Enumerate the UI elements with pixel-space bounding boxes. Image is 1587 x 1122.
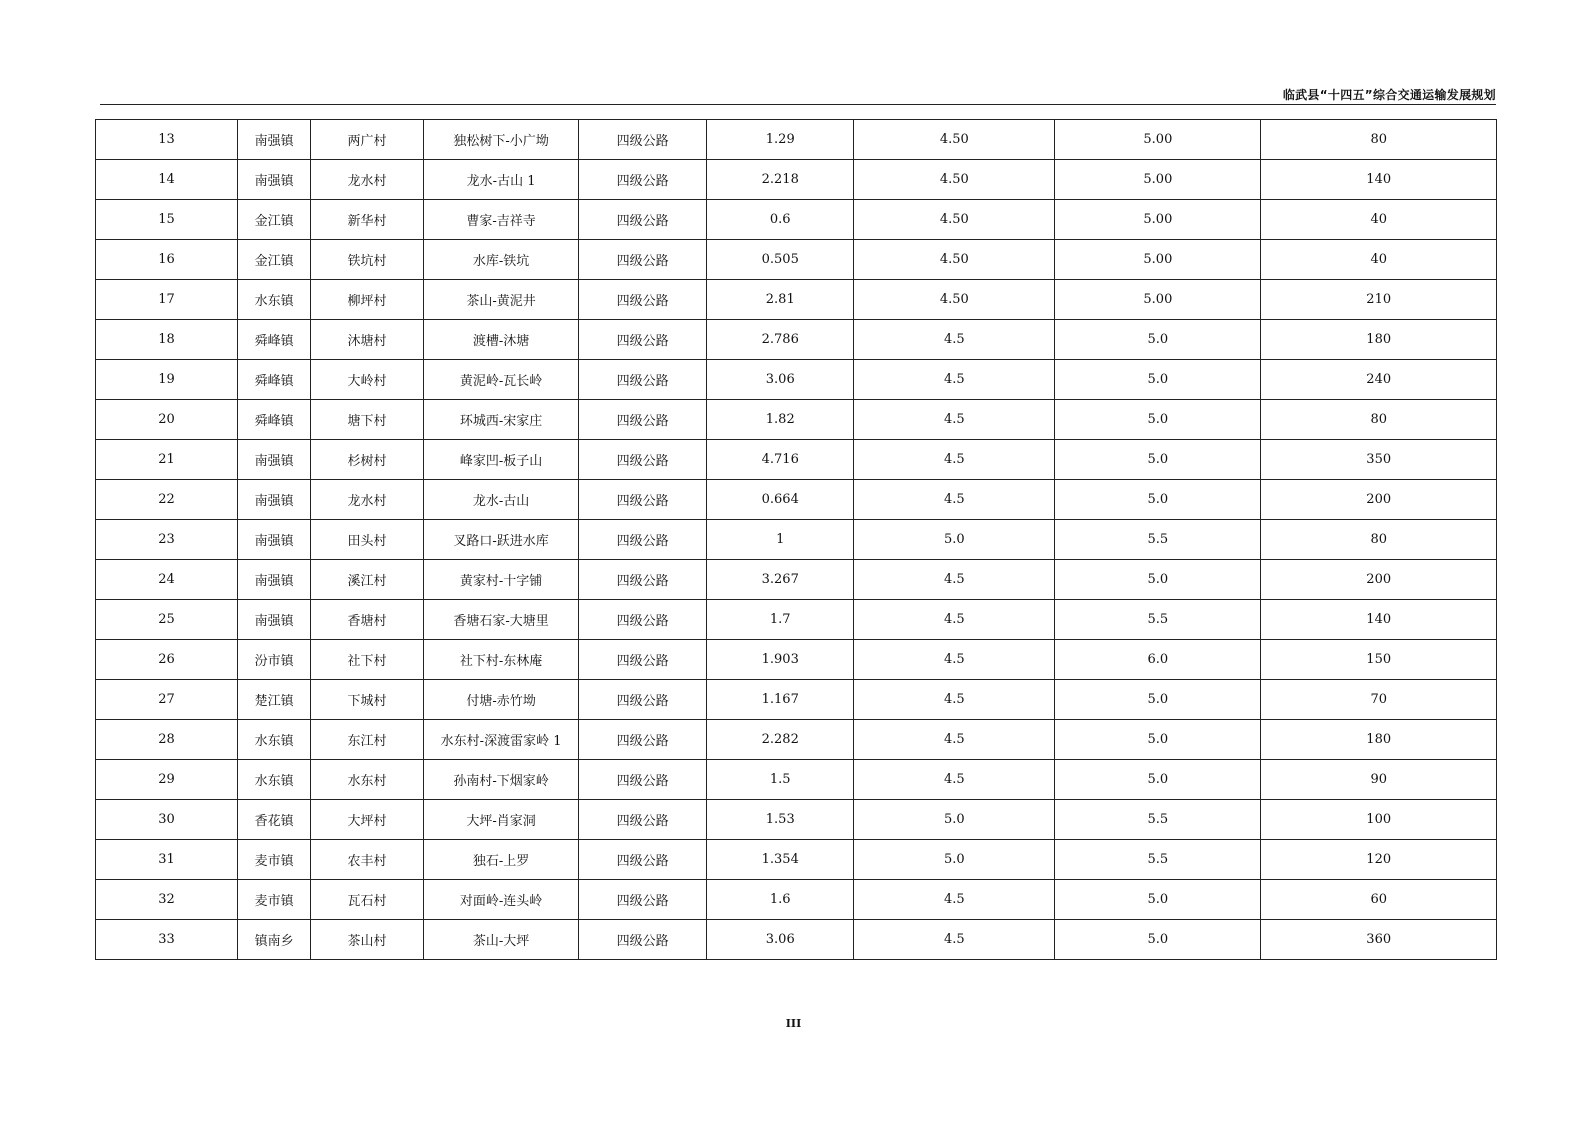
cell-index: 18 — [96, 320, 238, 360]
table-row — [96, 640, 1497, 680]
cell-width-b: 5.5 — [1055, 520, 1261, 560]
cell-road-grade: 四级公路 — [579, 600, 707, 640]
table-body — [96, 120, 1497, 960]
cell-index: 31 — [96, 840, 238, 880]
table-row — [96, 400, 1497, 440]
cell-value: 40 — [1261, 200, 1497, 240]
cell-town: 水东镇 — [238, 720, 311, 760]
cell-length: 1 — [707, 520, 854, 560]
cell-town: 楚江镇 — [238, 680, 311, 720]
cell-town: 汾市镇 — [238, 640, 311, 680]
cell-length: 2.786 — [707, 320, 854, 360]
cell-length: 2.81 — [707, 280, 854, 320]
cell-length: 1.354 — [707, 840, 854, 880]
cell-value: 240 — [1261, 360, 1497, 400]
cell-length: 3.06 — [707, 920, 854, 960]
table-row — [96, 600, 1497, 640]
cell-width-b: 5.0 — [1055, 560, 1261, 600]
table-row — [96, 680, 1497, 720]
cell-width-a: 4.5 — [854, 920, 1055, 960]
cell-length: 1.7 — [707, 600, 854, 640]
cell-town: 金江镇 — [238, 240, 311, 280]
cell-width-b: 5.0 — [1055, 680, 1261, 720]
cell-width-b: 5.00 — [1055, 240, 1261, 280]
cell-width-b: 5.0 — [1055, 720, 1261, 760]
table-row — [96, 200, 1497, 240]
cell-road-grade: 四级公路 — [579, 360, 707, 400]
cell-town: 舜峰镇 — [238, 320, 311, 360]
table-row — [96, 120, 1497, 160]
table-row — [96, 240, 1497, 280]
cell-index: 20 — [96, 400, 238, 440]
cell-road-grade: 四级公路 — [579, 840, 707, 880]
cell-width-a: 4.5 — [854, 680, 1055, 720]
cell-village: 龙水村 — [311, 480, 424, 520]
cell-length: 1.29 — [707, 120, 854, 160]
cell-route: 对面岭-连头岭 — [423, 880, 578, 920]
cell-value: 70 — [1261, 680, 1497, 720]
cell-index: 15 — [96, 200, 238, 240]
cell-route: 孙南村-下烟家岭 — [423, 760, 578, 800]
road-project-table — [95, 119, 1497, 960]
cell-village: 沐塘村 — [311, 320, 424, 360]
cell-road-grade: 四级公路 — [579, 240, 707, 280]
cell-town: 舜峰镇 — [238, 400, 311, 440]
cell-length: 1.167 — [707, 680, 854, 720]
cell-value: 140 — [1261, 160, 1497, 200]
cell-route: 曹家-吉祥寺 — [423, 200, 578, 240]
cell-road-grade: 四级公路 — [579, 280, 707, 320]
cell-road-grade: 四级公路 — [579, 720, 707, 760]
cell-village: 大岭村 — [311, 360, 424, 400]
cell-width-b: 6.0 — [1055, 640, 1261, 680]
cell-town: 南强镇 — [238, 160, 311, 200]
cell-road-grade: 四级公路 — [579, 760, 707, 800]
page-header — [100, 82, 1496, 105]
cell-width-b: 5.5 — [1055, 840, 1261, 880]
cell-town: 香花镇 — [238, 800, 311, 840]
cell-width-b: 5.5 — [1055, 600, 1261, 640]
cell-index: 14 — [96, 160, 238, 200]
cell-index: 32 — [96, 880, 238, 920]
cell-length: 1.53 — [707, 800, 854, 840]
cell-village: 农丰村 — [311, 840, 424, 880]
cell-village: 铁坑村 — [311, 240, 424, 280]
cell-length: 1.903 — [707, 640, 854, 680]
cell-index: 19 — [96, 360, 238, 400]
cell-value: 200 — [1261, 560, 1497, 600]
cell-index: 23 — [96, 520, 238, 560]
cell-value: 350 — [1261, 440, 1497, 480]
cell-width-a: 4.5 — [854, 480, 1055, 520]
cell-width-a: 5.0 — [854, 840, 1055, 880]
cell-index: 16 — [96, 240, 238, 280]
cell-route: 社下村-东林庵 — [423, 640, 578, 680]
cell-route: 叉路口-跃进水库 — [423, 520, 578, 560]
cell-value: 40 — [1261, 240, 1497, 280]
document-title: 临武县“十四五”综合交通运输发展规划 — [1282, 88, 1496, 102]
cell-road-grade: 四级公路 — [579, 560, 707, 600]
cell-town: 南强镇 — [238, 520, 311, 560]
cell-road-grade: 四级公路 — [579, 320, 707, 360]
cell-width-b: 5.00 — [1055, 200, 1261, 240]
cell-index: 27 — [96, 680, 238, 720]
cell-route: 付塘-赤竹坳 — [423, 680, 578, 720]
table-row — [96, 280, 1497, 320]
cell-value: 120 — [1261, 840, 1497, 880]
cell-width-a: 4.5 — [854, 360, 1055, 400]
cell-road-grade: 四级公路 — [579, 440, 707, 480]
cell-road-grade: 四级公路 — [579, 680, 707, 720]
table-row — [96, 800, 1497, 840]
cell-village: 两广村 — [311, 120, 424, 160]
cell-width-b: 5.0 — [1055, 440, 1261, 480]
cell-width-a: 4.5 — [854, 560, 1055, 600]
cell-route: 黄泥岭-瓦长岭 — [423, 360, 578, 400]
cell-length: 1.82 — [707, 400, 854, 440]
cell-width-b: 5.0 — [1055, 320, 1261, 360]
cell-route: 香塘石家-大塘里 — [423, 600, 578, 640]
cell-width-a: 4.50 — [854, 280, 1055, 320]
cell-town: 南强镇 — [238, 560, 311, 600]
cell-width-a: 4.50 — [854, 200, 1055, 240]
cell-town: 镇南乡 — [238, 920, 311, 960]
cell-village: 社下村 — [311, 640, 424, 680]
cell-route: 茶山-黄泥井 — [423, 280, 578, 320]
cell-village: 瓦石村 — [311, 880, 424, 920]
cell-village: 水东村 — [311, 760, 424, 800]
cell-index: 13 — [96, 120, 238, 160]
table-row — [96, 920, 1497, 960]
cell-value: 200 — [1261, 480, 1497, 520]
cell-value: 180 — [1261, 320, 1497, 360]
cell-road-grade: 四级公路 — [579, 400, 707, 440]
cell-town: 南强镇 — [238, 120, 311, 160]
cell-index: 28 — [96, 720, 238, 760]
cell-road-grade: 四级公路 — [579, 160, 707, 200]
cell-width-b: 5.00 — [1055, 280, 1261, 320]
cell-value: 180 — [1261, 720, 1497, 760]
cell-index: 26 — [96, 640, 238, 680]
cell-village: 下城村 — [311, 680, 424, 720]
cell-village: 香塘村 — [311, 600, 424, 640]
cell-village: 茶山村 — [311, 920, 424, 960]
cell-route: 峰家凹-板子山 — [423, 440, 578, 480]
cell-route: 龙水-古山 — [423, 480, 578, 520]
cell-width-a: 5.0 — [854, 800, 1055, 840]
cell-index: 17 — [96, 280, 238, 320]
cell-width-b: 5.00 — [1055, 120, 1261, 160]
cell-road-grade: 四级公路 — [579, 920, 707, 960]
cell-width-a: 4.5 — [854, 440, 1055, 480]
cell-length: 0.505 — [707, 240, 854, 280]
cell-width-b: 5.0 — [1055, 480, 1261, 520]
cell-length: 0.664 — [707, 480, 854, 520]
cell-value: 210 — [1261, 280, 1497, 320]
cell-length: 2.218 — [707, 160, 854, 200]
cell-value: 60 — [1261, 880, 1497, 920]
table-row — [96, 880, 1497, 920]
cell-width-a: 4.50 — [854, 120, 1055, 160]
cell-width-b: 5.0 — [1055, 400, 1261, 440]
cell-width-a: 4.5 — [854, 640, 1055, 680]
cell-width-b: 5.5 — [1055, 800, 1261, 840]
cell-town: 南强镇 — [238, 480, 311, 520]
cell-index: 24 — [96, 560, 238, 600]
cell-width-a: 4.5 — [854, 880, 1055, 920]
table-row — [96, 520, 1497, 560]
cell-route: 环城西-宋家庄 — [423, 400, 578, 440]
cell-village: 田头村 — [311, 520, 424, 560]
cell-width-b: 5.0 — [1055, 760, 1261, 800]
cell-village: 溪江村 — [311, 560, 424, 600]
cell-value: 80 — [1261, 120, 1497, 160]
cell-width-a: 4.5 — [854, 760, 1055, 800]
cell-length: 1.5 — [707, 760, 854, 800]
cell-index: 29 — [96, 760, 238, 800]
cell-value: 360 — [1261, 920, 1497, 960]
cell-length: 4.716 — [707, 440, 854, 480]
cell-town: 舜峰镇 — [238, 360, 311, 400]
cell-route: 水东村-深渡雷家岭 1 — [423, 720, 578, 760]
cell-route: 龙水-古山 1 — [423, 160, 578, 200]
table-row — [96, 320, 1497, 360]
cell-road-grade: 四级公路 — [579, 880, 707, 920]
cell-village: 东江村 — [311, 720, 424, 760]
table-row — [96, 440, 1497, 480]
cell-village: 柳坪村 — [311, 280, 424, 320]
cell-width-a: 4.5 — [854, 400, 1055, 440]
cell-value: 140 — [1261, 600, 1497, 640]
cell-town: 麦市镇 — [238, 880, 311, 920]
table-row — [96, 760, 1497, 800]
cell-town: 南强镇 — [238, 440, 311, 480]
cell-village: 大坪村 — [311, 800, 424, 840]
page-number: III — [785, 1017, 802, 1030]
cell-route: 独松树下-小广坳 — [423, 120, 578, 160]
cell-town: 金江镇 — [238, 200, 311, 240]
cell-width-a: 5.0 — [854, 520, 1055, 560]
cell-road-grade: 四级公路 — [579, 800, 707, 840]
cell-town: 水东镇 — [238, 760, 311, 800]
cell-route: 渡槽-沐塘 — [423, 320, 578, 360]
cell-route: 大坪-肖家洞 — [423, 800, 578, 840]
cell-road-grade: 四级公路 — [579, 640, 707, 680]
cell-road-grade: 四级公路 — [579, 520, 707, 560]
cell-width-a: 4.5 — [854, 320, 1055, 360]
cell-width-b: 5.0 — [1055, 360, 1261, 400]
cell-width-b: 5.00 — [1055, 160, 1261, 200]
cell-width-a: 4.5 — [854, 720, 1055, 760]
cell-index: 22 — [96, 480, 238, 520]
cell-route: 黄家村-十字铺 — [423, 560, 578, 600]
cell-length: 3.267 — [707, 560, 854, 600]
cell-width-b: 5.0 — [1055, 920, 1261, 960]
cell-length: 1.6 — [707, 880, 854, 920]
cell-value: 90 — [1261, 760, 1497, 800]
cell-width-b: 5.0 — [1055, 880, 1261, 920]
cell-index: 21 — [96, 440, 238, 480]
cell-index: 33 — [96, 920, 238, 960]
cell-width-a: 4.50 — [854, 240, 1055, 280]
cell-route: 水库-铁坑 — [423, 240, 578, 280]
table-row — [96, 360, 1497, 400]
cell-value: 80 — [1261, 520, 1497, 560]
table-row — [96, 720, 1497, 760]
cell-road-grade: 四级公路 — [579, 200, 707, 240]
table-row — [96, 840, 1497, 880]
table-row — [96, 560, 1497, 600]
cell-route: 独石-上罗 — [423, 840, 578, 880]
cell-index: 25 — [96, 600, 238, 640]
cell-village: 龙水村 — [311, 160, 424, 200]
cell-route: 茶山-大坪 — [423, 920, 578, 960]
cell-index: 30 — [96, 800, 238, 840]
cell-value: 150 — [1261, 640, 1497, 680]
table-row — [96, 160, 1497, 200]
cell-value: 100 — [1261, 800, 1497, 840]
cell-road-grade: 四级公路 — [579, 480, 707, 520]
table-row — [96, 480, 1497, 520]
cell-length: 3.06 — [707, 360, 854, 400]
cell-length: 0.6 — [707, 200, 854, 240]
cell-town: 麦市镇 — [238, 840, 311, 880]
cell-length: 2.282 — [707, 720, 854, 760]
cell-width-a: 4.50 — [854, 160, 1055, 200]
cell-width-a: 4.5 — [854, 600, 1055, 640]
cell-road-grade: 四级公路 — [579, 120, 707, 160]
cell-village: 塘下村 — [311, 400, 424, 440]
cell-village: 杉树村 — [311, 440, 424, 480]
cell-town: 南强镇 — [238, 600, 311, 640]
cell-village: 新华村 — [311, 200, 424, 240]
cell-town: 水东镇 — [238, 280, 311, 320]
cell-value: 80 — [1261, 400, 1497, 440]
